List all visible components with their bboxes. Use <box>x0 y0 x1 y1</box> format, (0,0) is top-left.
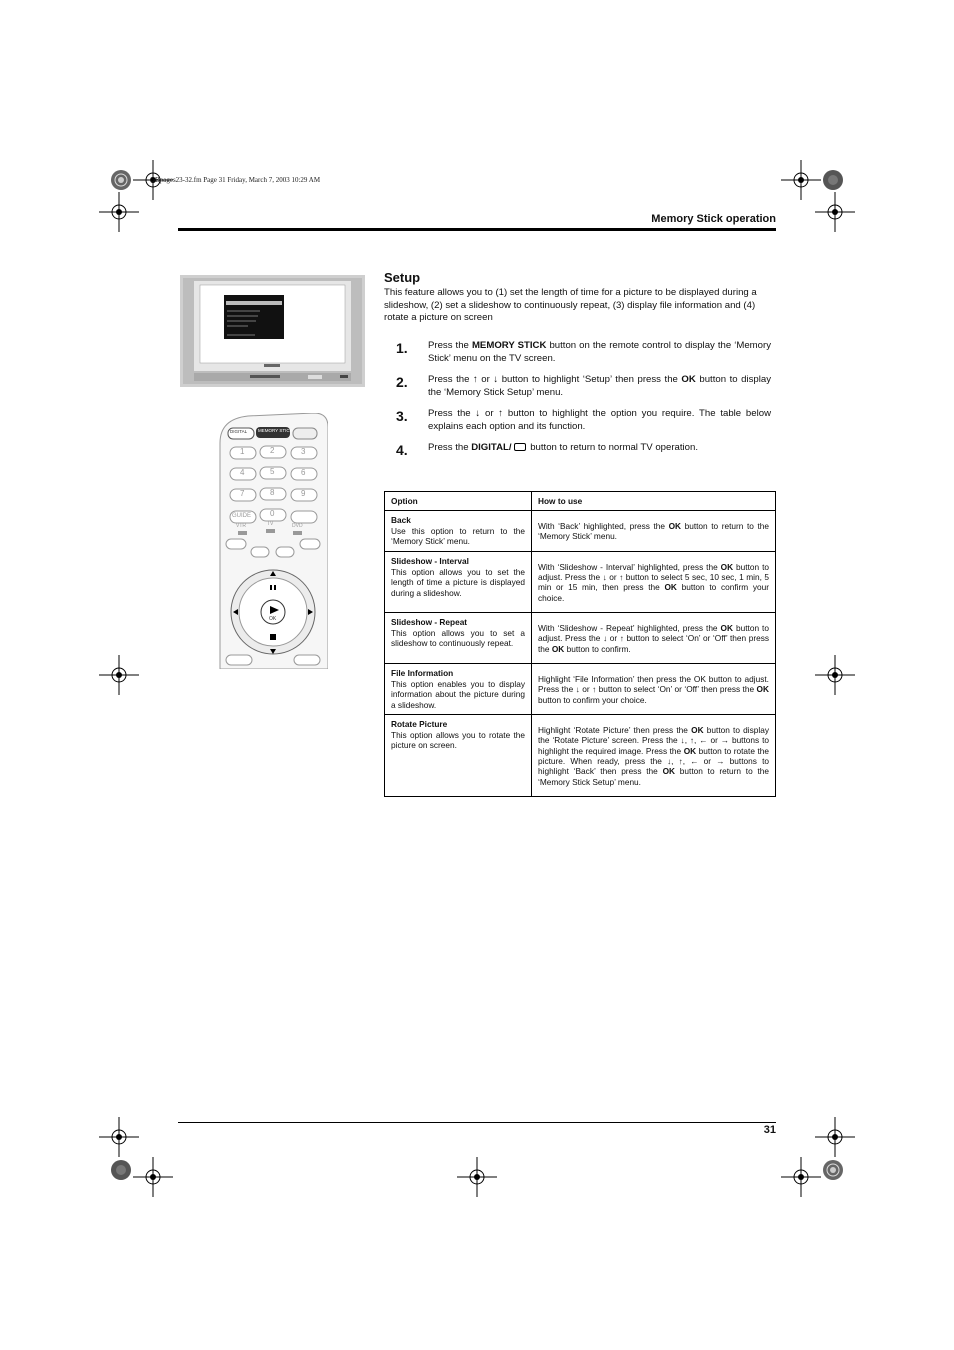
remote-guide-label: GUIDE <box>232 513 252 519</box>
howto-cell: With ‘Slideshow - Repeat’ highlighted, press the OK button to adjust. Press the ↓ or ↑ button to select ‘On’ or ‘Off’ then press the OK button to confirm. <box>532 613 776 664</box>
crosshair-mark <box>815 655 855 695</box>
option-cell: Slideshow - Repeat This option allows you to set a slideshow to continuously repeat. <box>385 613 532 664</box>
howto-cell: Highlight ‘Rotate Picture’ then press the OK button to display the ‘Rotate Picture’ screen. Press the ↓, ↑, ← or → buttons to highlight the required image. Press the OK button to rotate the picture. When ready, press the ↓, ↑, ← or → buttons to highlight ‘Back’ then press the OK button to return to the ‘Memory Stick Setup’ menu. <box>532 715 776 797</box>
remote-source-label: DVD <box>292 523 303 529</box>
remote-key-label: 3 <box>301 447 306 456</box>
howto-cell: Highlight ‘File Information’ then press the OK button to adjust. Press the ↓ or ↑ button to select ‘On’ or ‘Off’ then press the OK button to confirm your choice. <box>532 664 776 715</box>
page-heading: Setup <box>384 270 421 285</box>
table-row <box>385 613 776 664</box>
remote-key-label: 4 <box>240 468 245 477</box>
step-text: Press the ↓ or ↑ button to highlight the option you require. The table below explains each option and its function. <box>428 408 771 432</box>
option-cell: Rotate Picture This option allows you to rotate the picture on screen. <box>385 715 532 797</box>
remote-key-label: MEMORY STICK <box>258 428 293 433</box>
remote-key-label: 9 <box>301 489 306 498</box>
step-text: Press the DIGITAL/ button to return to normal TV operation. <box>428 442 699 453</box>
step-number: 2. <box>396 374 408 390</box>
step-number: 3. <box>396 408 408 424</box>
table-row <box>385 511 776 552</box>
howto-cell: With ‘Back’ highlighted, press the OK button to return to the ‘Memory Stick’ menu. <box>532 511 776 552</box>
crosshair-mark <box>815 192 855 232</box>
header-rule <box>178 228 776 231</box>
howto-cell: With ‘Slideshow - Interval’ highlighted, press the OK button to adjust. Press the ↓ or ↑ button to select 5 sec, 10 sec, 1 min, 5 min or 15 min, then press the OK button to confirm your choice. <box>532 552 776 613</box>
option-cell: File Information This option enables you to display information about the picture during a slideshow. <box>385 664 532 715</box>
option-cell: Slideshow - Interval This option allows you to set the length of time a picture is displayed during a slideshow. <box>385 552 532 613</box>
remote-key-label: 2 <box>270 446 275 455</box>
remote-key-label: DIGITAL <box>230 429 248 434</box>
remote-key-label: 8 <box>270 488 275 497</box>
remote-key-label: 7 <box>240 489 245 498</box>
table-row <box>385 552 776 613</box>
crosshair-mark <box>457 1157 497 1197</box>
remote-control-illustration <box>218 413 328 669</box>
remote-key-label: 0 <box>270 509 275 518</box>
step-number: 1. <box>396 340 408 356</box>
file-header: GBpages23-32.fm Page 31 Friday, March 7, 2003 10:29 AM <box>150 176 321 184</box>
table-header-row <box>385 492 776 511</box>
table-row <box>385 664 776 715</box>
tv-illustration <box>180 275 365 387</box>
remote-ok-label: OK <box>269 616 277 622</box>
step-text: Press the MEMORY STICK button on the remote control to display the ‘Memory Stick’ menu on the TV screen. <box>428 340 772 364</box>
remote-source-label: VTR <box>236 523 246 529</box>
table-header-cell: Option <box>385 492 532 511</box>
remote-source-label: TV <box>267 521 274 527</box>
section-title: Memory Stick operation <box>651 213 776 225</box>
tv-screen-icon <box>514 443 526 451</box>
crosshair-mark <box>99 192 139 232</box>
remote-key-label: 6 <box>301 468 306 477</box>
registration-mark <box>813 1150 853 1190</box>
options-table <box>384 491 776 797</box>
page-number: 31 <box>763 1124 776 1136</box>
table-header-cell: How to use <box>532 492 776 511</box>
footer-rule <box>178 1122 776 1123</box>
crosshair-mark <box>99 655 139 695</box>
table-row <box>385 715 776 797</box>
step-text: Press the ↑ or ↓ button to highlight ‘Setup’ then press the OK button to display the ‘Memory Stick Setup’ menu. <box>428 374 771 398</box>
remote-key-label: 5 <box>270 467 275 476</box>
step-number: 4. <box>396 442 408 458</box>
intro-paragraph: This feature allows you to (1) set the length of time for a picture to be displayed during a slideshow, (2) set a slideshow to continuously repeat, (3) display file information and (4) rotate a picture on screen <box>384 287 757 324</box>
remote-key-label: 1 <box>240 447 245 456</box>
crosshair-mark <box>133 1157 173 1197</box>
option-cell: Back Use this option to return to the ‘Memory Stick’ menu. <box>385 511 532 552</box>
